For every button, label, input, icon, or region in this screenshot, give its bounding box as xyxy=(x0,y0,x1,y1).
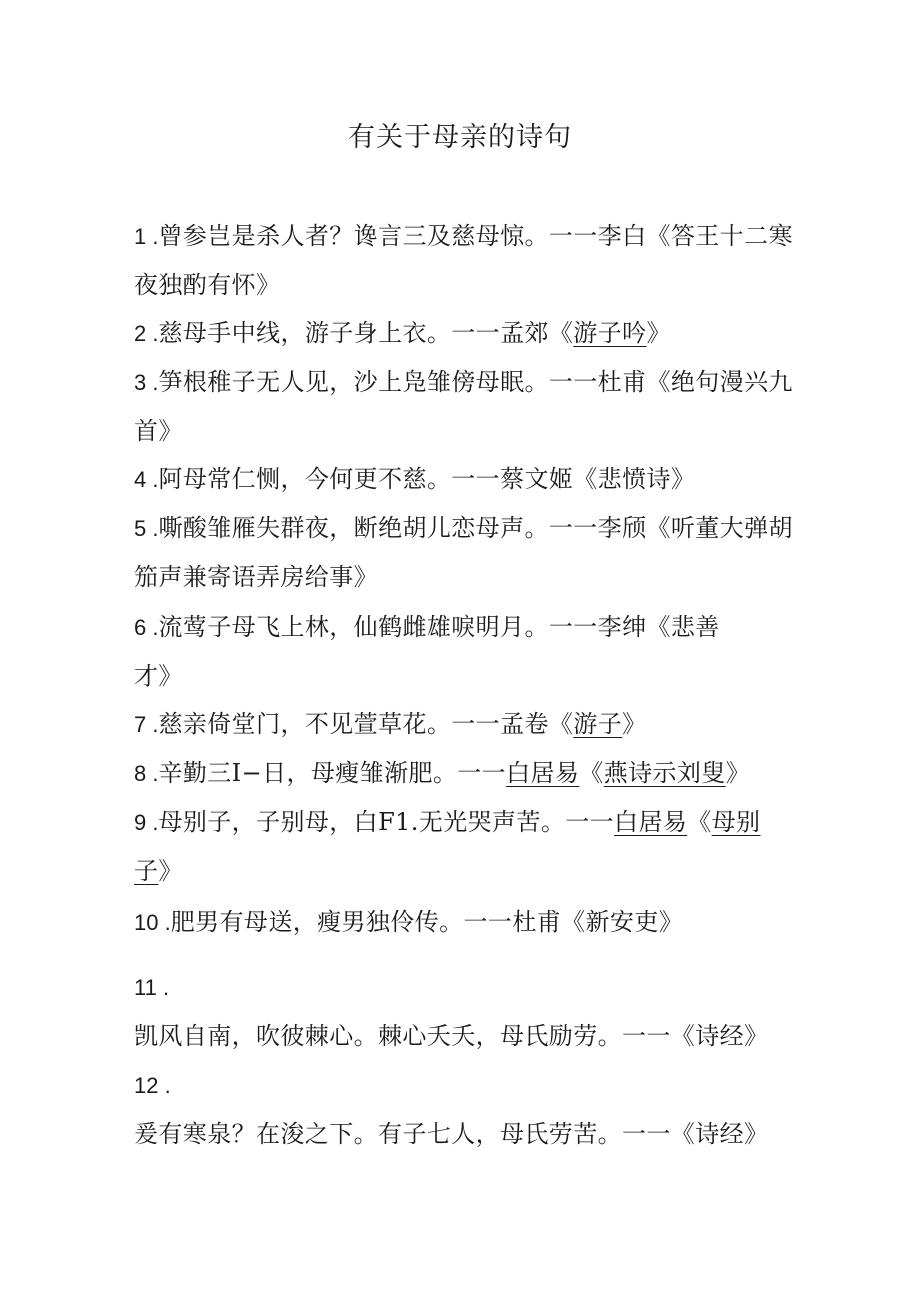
item-text: 辛勤三I−日，母瘦雏渐肥。一一 xyxy=(158,759,507,787)
item-number: 1 xyxy=(134,224,147,249)
item-text: 爰有寒泉？在浚之下。有子七人，母氏劳苦。一一《诗经》 xyxy=(134,1120,769,1148)
poem-item-10 xyxy=(134,898,794,947)
author-link[interactable]: 白居易 xyxy=(506,759,580,787)
item-text: 肥男有母送，瘦男独伶传。一一杜甫《新安吏》 xyxy=(170,908,684,936)
poem-item-6 xyxy=(134,603,754,700)
title-link[interactable]: 燕诗示刘叟 xyxy=(603,759,726,787)
item-separator: . xyxy=(146,224,159,249)
item-text: 凯风自南，吹彼棘心。棘心夭夭，母氏励劳。一一《诗经》 xyxy=(134,1022,769,1050)
item-number: 3 xyxy=(134,370,147,395)
poem-item-3 xyxy=(134,358,794,455)
item-text: 笋根稚子无人见，沙上凫雏傍母眠。一一杜甫《绝句漫兴九首》 xyxy=(134,368,793,445)
item-separator: . xyxy=(146,615,159,640)
item-text-end: 》 xyxy=(646,319,671,347)
title-link[interactable]: 母别子 xyxy=(134,808,761,885)
poem-item-2 xyxy=(134,309,794,358)
item-separator: . xyxy=(146,712,159,737)
item-number: 4 xyxy=(134,467,147,492)
item-text: 慈母手中线，游子身上衣。一一孟郊《 xyxy=(158,319,574,347)
poem-item-11 xyxy=(134,963,794,1060)
item-separator: . xyxy=(146,321,159,346)
item-number: 6 xyxy=(134,615,147,640)
title-link[interactable]: 游子 xyxy=(573,710,623,738)
poem-item-8 xyxy=(134,749,794,798)
item-number: 7 xyxy=(134,712,147,737)
item-text-end: 》 xyxy=(622,710,647,738)
item-separator: . xyxy=(158,910,171,935)
item-number: 8 xyxy=(134,761,147,786)
item-text-end: 》 xyxy=(725,759,751,787)
poem-item-12 xyxy=(134,1061,794,1158)
item-number: 2 xyxy=(134,321,147,346)
poem-item-1 xyxy=(134,212,794,309)
item-text-end: 》 xyxy=(158,857,183,885)
item-separator: . xyxy=(158,1073,171,1098)
item-text: 慈亲倚堂门，不见萱草花。一一孟卷《 xyxy=(158,710,574,738)
item-text: 嘶酸雏雁失群夜，断绝胡儿恋母声。一一李颀《听董大弹胡笳声兼寄语弄房给事》 xyxy=(134,514,793,591)
poem-item-7 xyxy=(134,700,794,749)
item-separator: . xyxy=(146,810,159,835)
item-separator: . xyxy=(146,516,159,541)
title-link[interactable]: 游子吟 xyxy=(573,319,647,347)
item-number: 12 xyxy=(134,1073,159,1098)
page-title: 有关于母亲的诗句 xyxy=(348,122,572,153)
item-separator: . xyxy=(146,761,159,786)
item-number: 5 xyxy=(134,516,147,541)
item-number: 10 xyxy=(134,910,159,935)
poem-item-5 xyxy=(134,504,794,601)
item-number: 9 xyxy=(134,810,147,835)
item-text: 曾参岂是杀人者？谗言三及慈母惊。一一李白《答王十二寒夜独酌有怀》 xyxy=(134,222,793,299)
item-separator: . xyxy=(146,467,159,492)
item-text: 母别子，子别母，白F1.无光哭声苦。一一 xyxy=(158,808,615,836)
item-text: 流莺子母飞上林，仙鹤雌雄唳明月。一一李绅《悲善才》 xyxy=(134,613,720,690)
item-text-mid: 《 xyxy=(579,759,604,787)
author-link[interactable]: 白居易 xyxy=(614,808,688,836)
poem-item-9 xyxy=(134,798,794,895)
item-number: 11 xyxy=(134,975,157,1000)
item-text: 阿母常仁恻，今何更不慈。一一蔡文姬《悲愤诗》 xyxy=(158,465,696,493)
poem-item-4 xyxy=(134,455,794,504)
item-text-mid: 《 xyxy=(687,808,712,836)
item-separator: . xyxy=(156,975,170,1000)
item-separator: . xyxy=(146,370,159,395)
